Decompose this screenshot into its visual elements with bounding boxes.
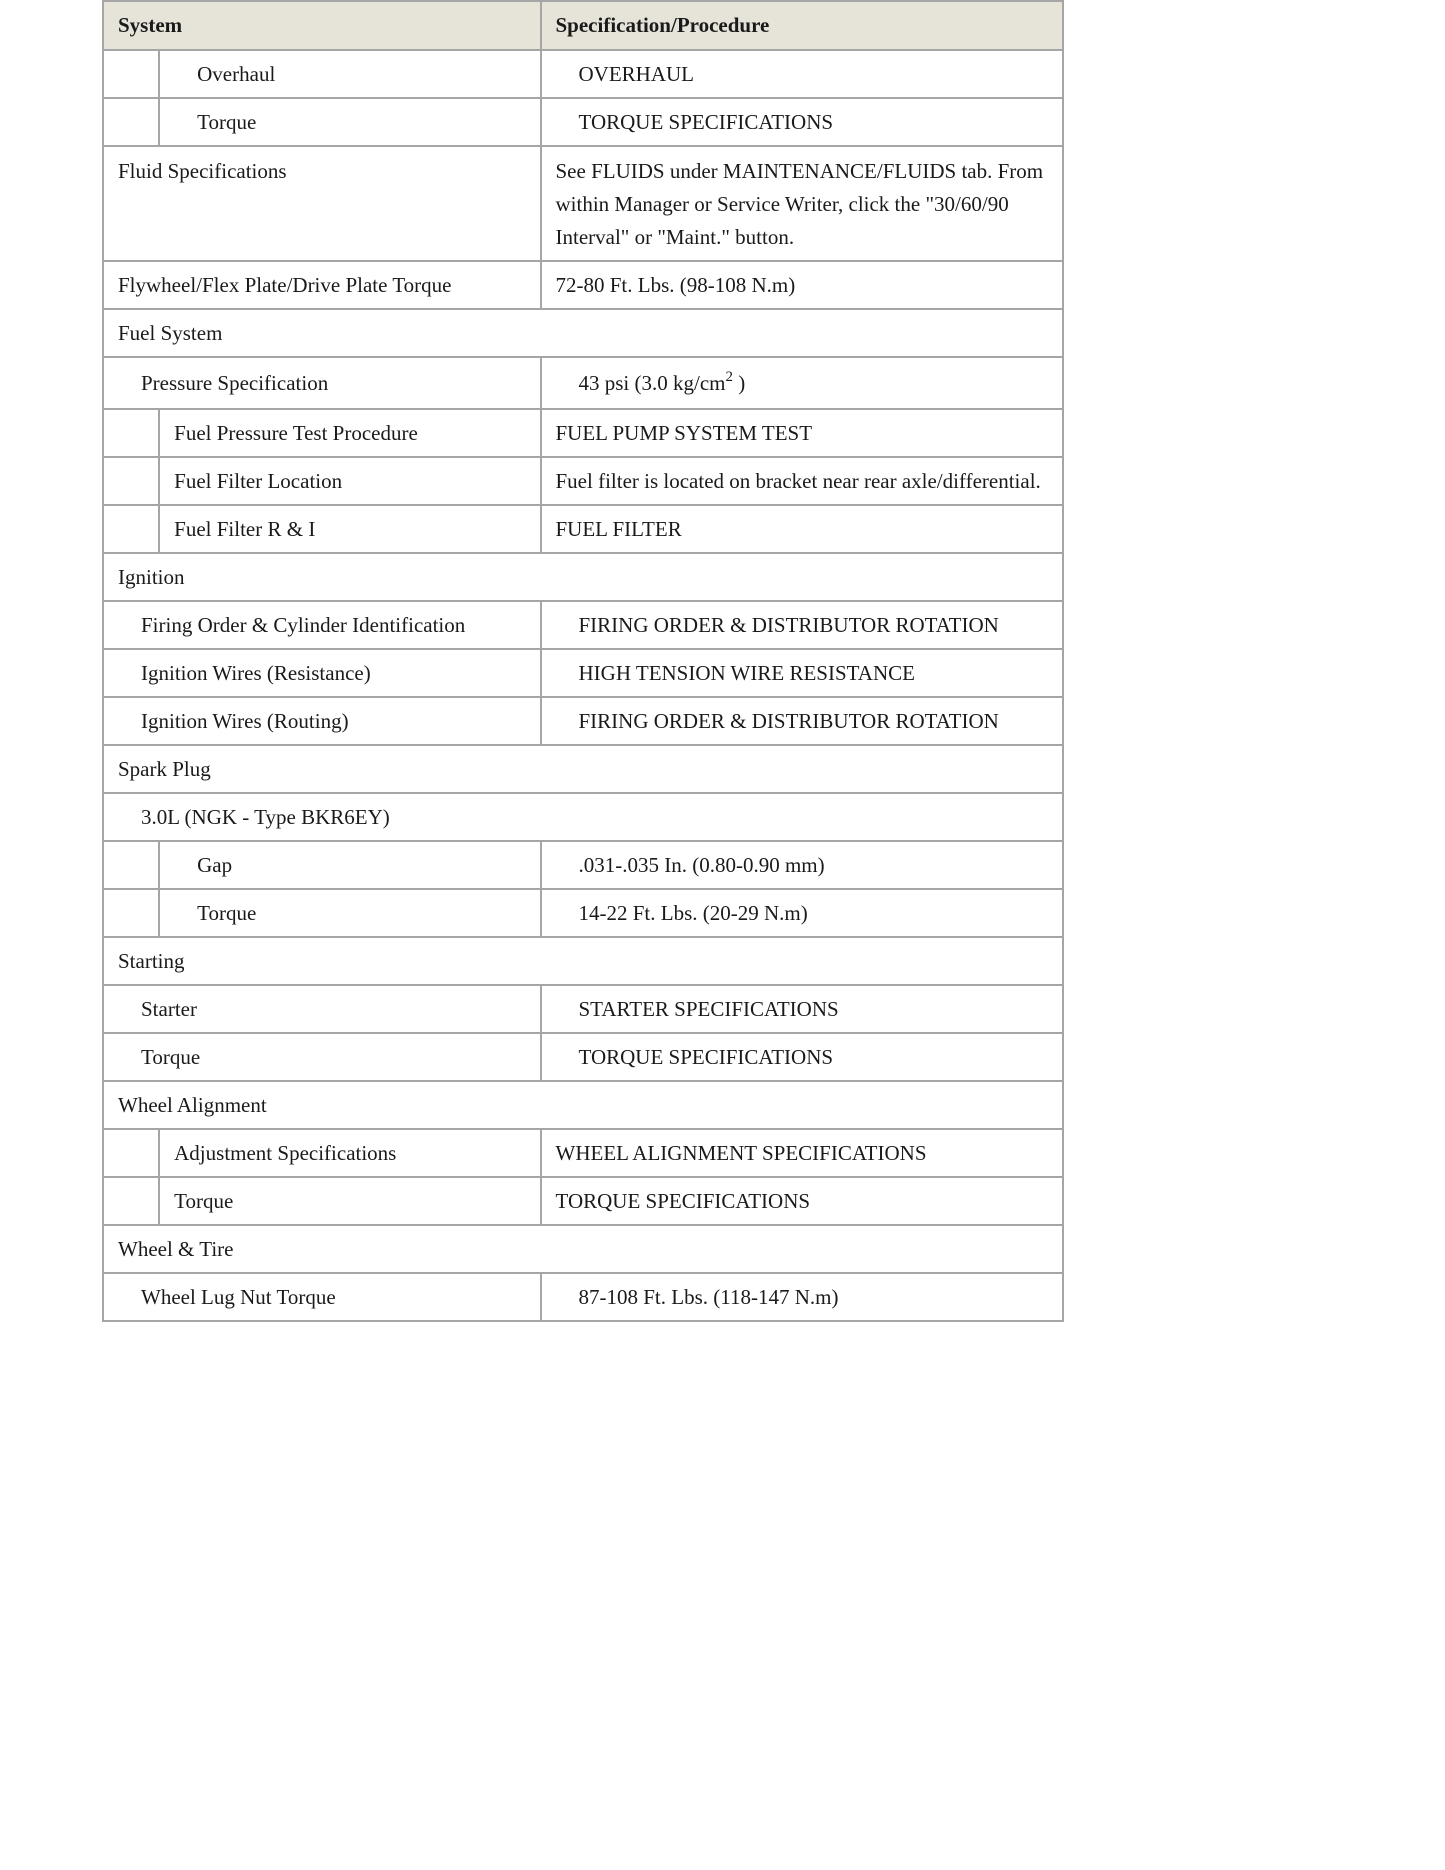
section-row xyxy=(103,553,1063,601)
row-label: Gap xyxy=(159,841,540,889)
row-label: Starter xyxy=(103,985,541,1033)
table-row xyxy=(103,889,1063,937)
row-value: .031-.035 In. (0.80-0.90 mm) xyxy=(541,841,1064,889)
row-value: 14-22 Ft. Lbs. (20-29 N.m) xyxy=(541,889,1064,937)
row-label: Torque xyxy=(159,1177,540,1225)
table-row xyxy=(103,50,1063,98)
table-row xyxy=(103,1033,1063,1081)
pressure-value: 43 psi (3.0 kg/cm xyxy=(578,370,726,395)
section-heading: Spark Plug xyxy=(103,745,1063,793)
row-label: Firing Order & Cylinder Identification xyxy=(103,601,541,649)
table-row xyxy=(103,357,1063,409)
table-row xyxy=(103,1129,1063,1177)
row-value: TORQUE SPECIFICATIONS xyxy=(541,1177,1064,1225)
row-label: Fluid Specifications xyxy=(103,146,541,261)
row-value: See FLUIDS under MAINTENANCE/FLUIDS tab. From within Manager or Service Writer, click the "30/60/90 Interval" or "Maint." button. xyxy=(541,146,1064,261)
section-heading: Starting xyxy=(103,937,1063,985)
row-label: Torque xyxy=(159,98,540,146)
row-value: 72-80 Ft. Lbs. (98-108 N.m) xyxy=(541,261,1064,309)
table-header-row xyxy=(103,1,1063,50)
subsection-heading: 3.0L (NGK - Type BKR6EY) xyxy=(103,793,1063,841)
row-value: WHEEL ALIGNMENT SPECIFICATIONS xyxy=(541,1129,1064,1177)
row-value: STARTER SPECIFICATIONS xyxy=(541,985,1064,1033)
table-row xyxy=(103,1177,1063,1225)
section-heading: Wheel & Tire xyxy=(103,1225,1063,1273)
pressure-suffix: ) xyxy=(733,370,746,395)
row-label: Torque xyxy=(103,1033,541,1081)
row-label: Wheel Lug Nut Torque xyxy=(103,1273,541,1321)
subsection-row xyxy=(103,793,1063,841)
table-row xyxy=(103,261,1063,309)
section-row xyxy=(103,1081,1063,1129)
row-value: FUEL PUMP SYSTEM TEST xyxy=(541,409,1064,457)
table-row xyxy=(103,1273,1063,1321)
row-value: Fuel filter is located on bracket near rear axle/differential. xyxy=(541,457,1064,505)
table-row xyxy=(103,841,1063,889)
row-label: Ignition Wires (Resistance) xyxy=(103,649,541,697)
section-row xyxy=(103,309,1063,357)
section-heading: Ignition xyxy=(103,553,1063,601)
indent-cell xyxy=(103,841,159,889)
indent-cell xyxy=(103,1129,159,1177)
section-row xyxy=(103,937,1063,985)
row-value: FIRING ORDER & DISTRIBUTOR ROTATION xyxy=(541,601,1064,649)
section-heading: Fuel System xyxy=(103,309,1063,357)
pressure-superscript: 2 xyxy=(725,368,733,385)
row-label: Fuel Filter Location xyxy=(159,457,540,505)
row-value: HIGH TENSION WIRE RESISTANCE xyxy=(541,649,1064,697)
indent-cell xyxy=(103,457,159,505)
row-label: Fuel Filter R & I xyxy=(159,505,540,553)
table-row xyxy=(103,985,1063,1033)
row-value xyxy=(541,357,1064,409)
table-row xyxy=(103,457,1063,505)
row-label: Flywheel/Flex Plate/Drive Plate Torque xyxy=(103,261,541,309)
row-label: Overhaul xyxy=(159,50,540,98)
table-row xyxy=(103,146,1063,261)
row-value: FIRING ORDER & DISTRIBUTOR ROTATION xyxy=(541,697,1064,745)
row-value: 87-108 Ft. Lbs. (118-147 N.m) xyxy=(541,1273,1064,1321)
indent-cell xyxy=(103,98,159,146)
table-row xyxy=(103,601,1063,649)
indent-cell xyxy=(103,1177,159,1225)
row-label: Ignition Wires (Routing) xyxy=(103,697,541,745)
table-row xyxy=(103,697,1063,745)
row-value: TORQUE SPECIFICATIONS xyxy=(541,1033,1064,1081)
section-heading: Wheel Alignment xyxy=(103,1081,1063,1129)
section-row xyxy=(103,745,1063,793)
section-row xyxy=(103,1225,1063,1273)
table-row xyxy=(103,505,1063,553)
row-label: Pressure Specification xyxy=(103,357,541,409)
table-row xyxy=(103,409,1063,457)
row-label: Torque xyxy=(159,889,540,937)
row-value: TORQUE SPECIFICATIONS xyxy=(541,98,1064,146)
row-value: FUEL FILTER xyxy=(541,505,1064,553)
row-value: OVERHAUL xyxy=(541,50,1064,98)
specification-table xyxy=(102,0,1064,1322)
indent-cell xyxy=(103,889,159,937)
indent-cell xyxy=(103,409,159,457)
table-row xyxy=(103,98,1063,146)
header-specification: Specification/Procedure xyxy=(541,1,1064,50)
indent-cell xyxy=(103,50,159,98)
row-label: Fuel Pressure Test Procedure xyxy=(159,409,540,457)
indent-cell xyxy=(103,505,159,553)
header-system: System xyxy=(103,1,541,50)
row-label: Adjustment Specifications xyxy=(159,1129,540,1177)
table-row xyxy=(103,649,1063,697)
